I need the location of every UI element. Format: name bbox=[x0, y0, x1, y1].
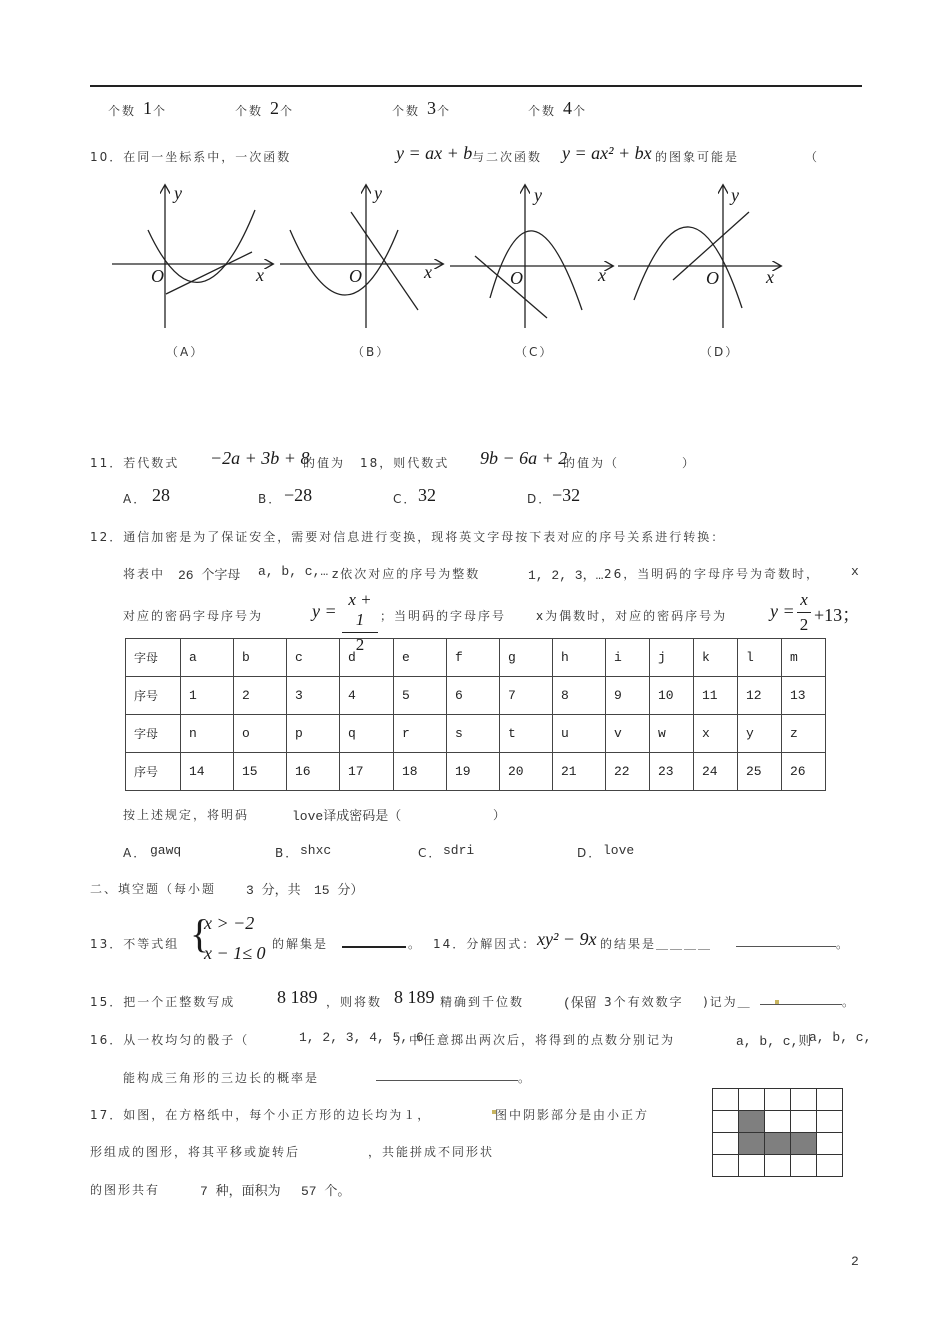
q14-stem: 14．分解因式： bbox=[433, 937, 537, 951]
q15-end: 。 bbox=[842, 995, 857, 1009]
q10-expr-linear: y = ax + b bbox=[396, 143, 473, 163]
graph-a-caption: （A） bbox=[166, 345, 205, 359]
q9-option-b-value: 2 bbox=[270, 98, 279, 118]
cipher-cell: i bbox=[606, 639, 650, 677]
graph-b-origin: O bbox=[349, 266, 362, 286]
cipher-cell: x bbox=[694, 715, 738, 753]
q9-option-c-suffix: 个 bbox=[437, 104, 452, 118]
q10-tail: 的图象可能是 bbox=[655, 150, 740, 164]
cipher-cell: 17 bbox=[340, 753, 394, 791]
q17-f: 7 种，面积为 bbox=[200, 1184, 281, 1199]
cipher-cell: 21 bbox=[553, 753, 606, 791]
q10-mid: 与二次函数 bbox=[472, 150, 543, 164]
cipher-cell: y bbox=[738, 715, 782, 753]
q12-frac2 bbox=[797, 590, 811, 635]
q9-option-b-suffix: 个 bbox=[280, 104, 295, 118]
grid-cell bbox=[790, 1154, 817, 1177]
cipher-table-row bbox=[126, 677, 826, 715]
q15-n1: 8 189 bbox=[277, 987, 318, 1007]
q14-answer-blank[interactable] bbox=[736, 946, 836, 947]
q10-graphs bbox=[100, 180, 800, 340]
q13-ineq2: x − 1≤ 0 bbox=[204, 943, 266, 963]
q11-expr2: 9b − 6a + 2 bbox=[480, 448, 568, 468]
cipher-cell: d bbox=[340, 639, 394, 677]
cipher-cell: p bbox=[287, 715, 340, 753]
cipher-cell: 24 bbox=[694, 753, 738, 791]
cipher-cell: 23 bbox=[650, 753, 694, 791]
graph-a-x-label: x bbox=[256, 265, 264, 285]
cipher-cell: 7 bbox=[500, 677, 553, 715]
q12-option-a-value: gawq bbox=[150, 843, 182, 858]
graph-c bbox=[450, 186, 612, 328]
q12-line2-b: 26 个字母 bbox=[178, 568, 241, 583]
q17-d: ，共能拼成不同形状 bbox=[368, 1145, 495, 1159]
cipher-cell: 13 bbox=[782, 677, 826, 715]
graph-b-x-label: x bbox=[424, 262, 432, 282]
q11-option-d-label: D． bbox=[527, 492, 553, 506]
q11-option-a-label: A． bbox=[123, 492, 148, 506]
cipher-cell: h bbox=[553, 639, 606, 677]
grid-cell-shaded bbox=[738, 1110, 765, 1133]
header-rule bbox=[90, 85, 862, 87]
q13-answer-blank[interactable] bbox=[342, 946, 406, 948]
q11-option-c-value: 32 bbox=[418, 485, 436, 505]
grid-cell bbox=[790, 1110, 817, 1133]
q11-tail: 的值为（ bbox=[563, 456, 620, 470]
q9-option-d-value: 4 bbox=[563, 98, 572, 118]
graph-c-y-label: y bbox=[534, 185, 542, 205]
page-number: 2 bbox=[851, 1254, 859, 1269]
q12-frac1-bar bbox=[342, 632, 378, 633]
q14-end: 。 bbox=[836, 937, 851, 951]
grid-cell bbox=[712, 1154, 739, 1177]
q11-option-a-value: 28 bbox=[152, 485, 170, 505]
graph-d-origin: O bbox=[706, 268, 719, 288]
q15-n2: 8 189 bbox=[394, 987, 435, 1007]
grid-cell bbox=[764, 1088, 791, 1111]
q11-value: 18，则代数式 bbox=[360, 456, 450, 470]
q9-option-c-value: 3 bbox=[427, 98, 436, 118]
q11-expr1: −2a + 3b + 8 bbox=[210, 448, 310, 468]
cipher-cell: w bbox=[650, 715, 694, 753]
q9-option-b-label: 个数 bbox=[235, 104, 264, 118]
cipher-cell: 6 bbox=[447, 677, 500, 715]
graph-b-parabola bbox=[290, 230, 398, 295]
q9-option-d-label: 个数 bbox=[528, 104, 557, 118]
q12-line2-f: 26，当明码的 bbox=[604, 567, 694, 581]
grid-cell bbox=[816, 1110, 843, 1133]
q12-frac1-num: x + 1 bbox=[348, 590, 372, 629]
q12-option-a-label: A． bbox=[123, 846, 148, 860]
cipher-cell: z bbox=[782, 715, 826, 753]
cipher-cell: o bbox=[234, 715, 287, 753]
section-2-a: 二、填空题（每小题 bbox=[90, 882, 217, 896]
q11-option-c-label: C． bbox=[393, 492, 418, 506]
cipher-cell: g bbox=[500, 639, 553, 677]
q16-end: 。 bbox=[518, 1071, 533, 1085]
cipher-cell: 25 bbox=[738, 753, 782, 791]
cipher-cell: 5 bbox=[394, 677, 447, 715]
cipher-cell: 18 bbox=[394, 753, 447, 791]
graph-d-x-label: x bbox=[766, 267, 774, 287]
q12-line2-e: 1, 2, 3，… bbox=[528, 568, 604, 583]
cipher-cell: 11 bbox=[694, 677, 738, 715]
q13-after: 。 bbox=[408, 937, 423, 951]
q15-f: )记为＿ bbox=[703, 995, 752, 1009]
q10-expr-quadratic: y = ax² + bx bbox=[562, 143, 652, 163]
grid-cell bbox=[764, 1154, 791, 1177]
q9-option-a-suffix: 个 bbox=[153, 104, 168, 118]
grid-cell bbox=[712, 1088, 739, 1111]
q12-line3-b: ；当明码的字母序号 bbox=[380, 609, 507, 623]
section-2-b: 3 分，共 bbox=[246, 883, 301, 898]
q16-e: a, b, c, bbox=[809, 1030, 872, 1045]
cipher-cell: 10 bbox=[650, 677, 694, 715]
grid-cell bbox=[764, 1110, 791, 1133]
cipher-cell: j bbox=[650, 639, 694, 677]
cipher-cell: 19 bbox=[447, 753, 500, 791]
graph-d-y-label: y bbox=[731, 185, 739, 205]
section-2-c: 15 分） bbox=[314, 883, 364, 898]
q12-option-c-label: C． bbox=[418, 846, 443, 860]
graph-b-y-label: y bbox=[374, 183, 382, 203]
grid-cell bbox=[712, 1132, 739, 1155]
q15-a: 15．把一个正整数写成 bbox=[90, 995, 236, 1009]
graph-c-parabola bbox=[490, 231, 582, 310]
q10-stem: 10．在同一坐标系中，一次函数 bbox=[90, 150, 292, 164]
graph-a-origin: O bbox=[151, 266, 164, 286]
cipher-cell: k bbox=[694, 639, 738, 677]
q12-option-d-value: love bbox=[603, 843, 635, 858]
q17-c: 形组成的图形，将其平移或旋转后 bbox=[90, 1145, 301, 1159]
q9-option-d-suffix: 个 bbox=[573, 104, 588, 118]
grid-cell bbox=[790, 1088, 817, 1111]
cipher-cell: f bbox=[447, 639, 500, 677]
cipher-cell: 12 bbox=[738, 677, 782, 715]
cipher-row-header: 序号 bbox=[126, 677, 181, 715]
q16-d: a, b, c,则 bbox=[736, 1034, 812, 1049]
q12-frac2-num: x bbox=[800, 590, 808, 609]
grid-cell bbox=[738, 1088, 765, 1111]
q13-tail: 的解集是 bbox=[272, 937, 329, 951]
q12-line2-a: 将表中 bbox=[123, 567, 166, 581]
q12-option-d-label: D． bbox=[577, 846, 603, 860]
grid-cell-shaded bbox=[738, 1132, 765, 1155]
q16-b: 1, 2, 3, 4, 5, 6 bbox=[299, 1030, 424, 1045]
q12-option-c-value: sdri bbox=[443, 843, 475, 858]
cipher-cell: l bbox=[738, 639, 782, 677]
graph-b bbox=[280, 186, 442, 328]
q12-line2-d: z依次对应的序号为整数 bbox=[332, 567, 481, 581]
cipher-cell: 26 bbox=[782, 753, 826, 791]
cipher-cell: 16 bbox=[287, 753, 340, 791]
cipher-cell: u bbox=[553, 715, 606, 753]
cipher-cell: 4 bbox=[340, 677, 394, 715]
graph-d-parabola bbox=[634, 227, 742, 308]
q12-prompt-b: love译成密码是（ bbox=[292, 809, 402, 824]
q16-f: 能构成三角形的三边长的概率是 bbox=[123, 1071, 320, 1085]
cipher-cell: 15 bbox=[234, 753, 287, 791]
q16-answer-blank[interactable] bbox=[376, 1080, 518, 1081]
q16-a: 16．从一枚均匀的骰子（ bbox=[90, 1033, 250, 1047]
q12-prompt-c: ） bbox=[493, 808, 508, 822]
q12-line3-c: x为偶数时，对应的密码序号为 bbox=[536, 609, 728, 623]
graph-a-y-label: y bbox=[174, 183, 182, 203]
q11-option-b-label: B． bbox=[258, 492, 283, 506]
graph-c-caption: （C） bbox=[515, 345, 554, 359]
cipher-cell: e bbox=[394, 639, 447, 677]
cipher-cell: a bbox=[181, 639, 234, 677]
q15-answer-blank[interactable] bbox=[760, 1004, 842, 1005]
cipher-cell: 8 bbox=[553, 677, 606, 715]
graph-b-caption: （B） bbox=[352, 345, 391, 359]
cipher-cell: 3 bbox=[287, 677, 340, 715]
cipher-cell: 1 bbox=[181, 677, 234, 715]
q11-mid: 的值为 bbox=[303, 456, 346, 470]
cipher-cell: q bbox=[340, 715, 394, 753]
grid-cell bbox=[738, 1154, 765, 1177]
graph-d-caption: （D） bbox=[700, 345, 740, 359]
q12-option-b-value: shxc bbox=[300, 843, 332, 858]
q15-mark bbox=[775, 1000, 779, 1004]
graph-a bbox=[112, 186, 272, 328]
cipher-cell: 14 bbox=[181, 753, 234, 791]
q12-line2-h: x bbox=[851, 564, 859, 579]
graph-c-x-label: x bbox=[598, 265, 606, 285]
q12-frac2-den: 2 bbox=[799, 615, 809, 634]
q16-c: ）中任意掷出两次后，将得到的点数分别记为 bbox=[395, 1033, 676, 1047]
q17-e: 的图形共有 bbox=[90, 1183, 161, 1197]
q15-c: 精确到千位数 bbox=[440, 995, 525, 1009]
cipher-table-row bbox=[126, 715, 826, 753]
q11-paren-close: ） bbox=[682, 456, 697, 470]
q17-b: 图中阴影部分是由小正方 bbox=[495, 1108, 650, 1122]
cipher-row-header: 序号 bbox=[126, 753, 181, 791]
cipher-table-row bbox=[126, 639, 826, 677]
q9-option-a-label: 个数 bbox=[108, 104, 137, 118]
grid-cell-shaded bbox=[764, 1132, 791, 1155]
q11-stem: 11．若代数式 bbox=[90, 456, 180, 470]
q9-option-a-value: 1 bbox=[143, 98, 152, 118]
q12-line2-c: a, b, c,… bbox=[258, 564, 329, 579]
q12-frac1-den: 2 bbox=[355, 635, 365, 654]
q12-line2-g: 字母序号为奇数时， bbox=[694, 567, 821, 581]
q12-line1: 12．通信加密是为了保证安全，需要对信息进行变换，现将英文字母按下表对应的序号关系进行转换： bbox=[90, 530, 726, 544]
q13-ineq1: x > −2 bbox=[204, 913, 255, 933]
q14-tail: 的结果是＿＿＿＿ bbox=[600, 937, 713, 951]
q12-frac2-bar bbox=[797, 612, 811, 613]
q13-stem: 13．不等式组 bbox=[90, 937, 180, 951]
cipher-cell: c bbox=[287, 639, 340, 677]
graph-d bbox=[618, 186, 780, 328]
cipher-cell: b bbox=[234, 639, 287, 677]
cipher-cell: 9 bbox=[606, 677, 650, 715]
cipher-cell: 2 bbox=[234, 677, 287, 715]
q12-prompt-a: 按上述规定，将明码 bbox=[123, 808, 250, 822]
cipher-row-header: 字母 bbox=[126, 715, 181, 753]
cipher-cell: 22 bbox=[606, 753, 650, 791]
cipher-cell: t bbox=[500, 715, 553, 753]
q12-frac2-lhs: y = bbox=[770, 601, 795, 621]
cipher-row-header: 字母 bbox=[126, 639, 181, 677]
q15-e: 3个有效数字 bbox=[604, 995, 684, 1009]
q13-brace: { bbox=[190, 911, 210, 956]
grid-cell bbox=[816, 1132, 843, 1155]
cipher-cell: v bbox=[606, 715, 650, 753]
q10-paren: （ bbox=[805, 150, 820, 164]
grid-cell bbox=[816, 1154, 843, 1177]
graph-a-parabola bbox=[148, 210, 255, 282]
cipher-cell: m bbox=[782, 639, 826, 677]
cipher-table-row bbox=[126, 753, 826, 791]
cipher-cell: s bbox=[447, 715, 500, 753]
graph-a-line bbox=[166, 252, 252, 294]
q11-option-b-value: −28 bbox=[284, 485, 313, 505]
cipher-cell: r bbox=[394, 715, 447, 753]
graph-c-origin: O bbox=[510, 268, 523, 288]
q12-frac1-lhs: y = bbox=[312, 601, 337, 621]
q14-expr: xy² − 9x bbox=[537, 929, 597, 949]
q12-line3-a: 对应的密码字母序号为 bbox=[123, 609, 264, 623]
q15-d: (保留 bbox=[563, 996, 597, 1011]
q12-option-b-label: B． bbox=[275, 846, 300, 860]
q17-a: 17．如图，在方格纸中，每个小正方形的边长均为１， bbox=[90, 1108, 432, 1122]
grid-cell bbox=[712, 1110, 739, 1133]
q15-b: ，则将数 bbox=[326, 995, 383, 1009]
cipher-cell: n bbox=[181, 715, 234, 753]
q9-option-c-label: 个数 bbox=[392, 104, 421, 118]
q12-line3-d: +13； bbox=[814, 605, 861, 625]
cipher-cell: 20 bbox=[500, 753, 553, 791]
grid-cell bbox=[816, 1088, 843, 1111]
q11-option-d-value: −32 bbox=[552, 485, 581, 505]
q17-g: 57 个。 bbox=[301, 1184, 351, 1199]
cipher-table bbox=[125, 638, 826, 791]
graph-b-line bbox=[351, 212, 418, 310]
grid-cell-shaded bbox=[790, 1132, 817, 1155]
